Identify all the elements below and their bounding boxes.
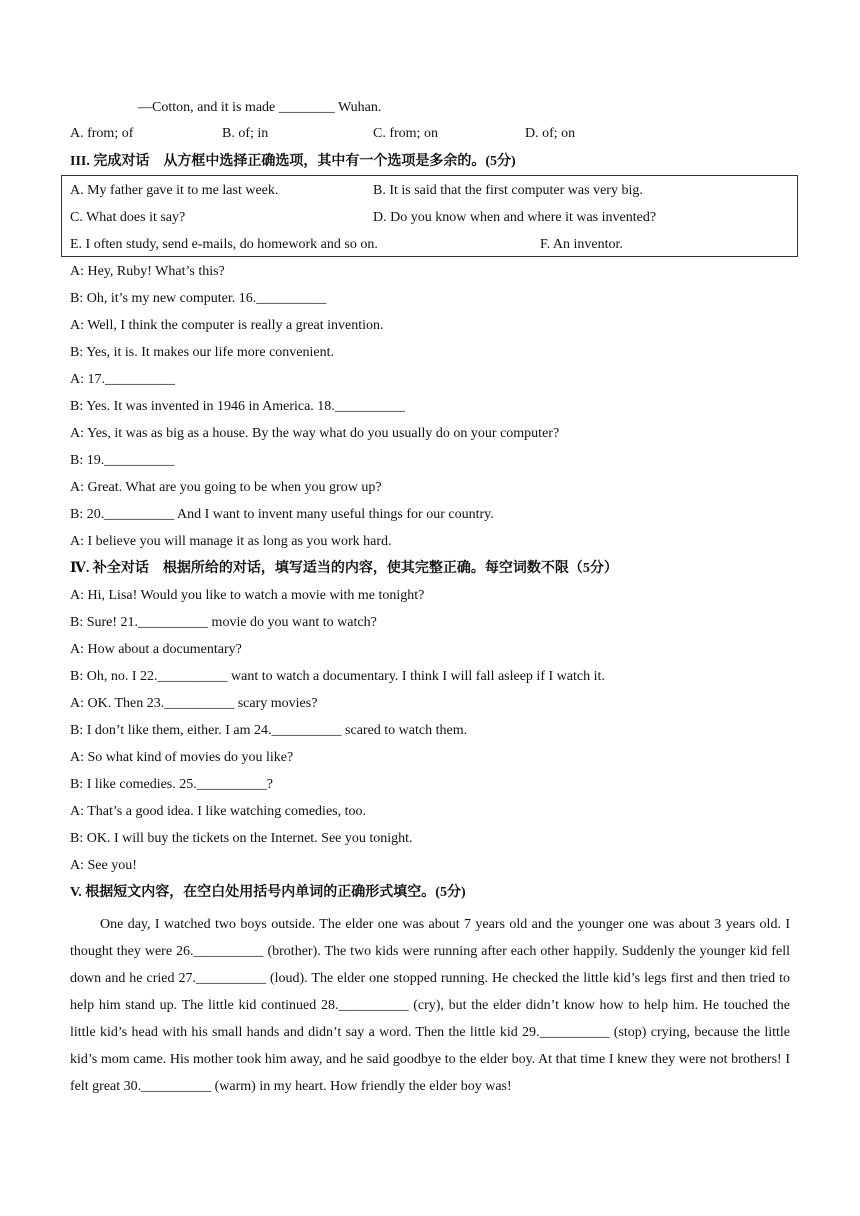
s4-dialogue-line: B: I don’t like them, either. I am 24.__________ scared to watch them. xyxy=(70,723,468,738)
s3-dialogue-line: A: Yes, it was as big as a house. By the way what do you usually do on your computer? xyxy=(70,426,560,441)
s4-dialogue-line: B: OK. I will buy the tickets on the Internet. See you tonight. xyxy=(70,831,413,846)
s3-dialogue-line: A: I believe you will manage it as long as you work hard. xyxy=(70,534,392,549)
box-option-f: F. An inventor. xyxy=(540,237,623,252)
s4-dialogue-line: B: Sure! 21.__________ movie do you want to watch? xyxy=(70,615,377,630)
q15-option-c[interactable]: C. from; on xyxy=(373,126,438,141)
s3-dialogue-line: A: Well, I think the computer is really a great invention. xyxy=(70,318,384,333)
s3-dialogue-line: B: Yes, it is. It makes our life more convenient. xyxy=(70,345,335,360)
section3-heading: III. 完成对话 从方框中选择正确选项，其中有一个选项是多余的。(5分) xyxy=(70,154,516,169)
s4-dialogue-line: A: Hi, Lisa! Would you like to watch a movie with me tonight? xyxy=(70,588,425,603)
q15-option-b[interactable]: B. of; in xyxy=(222,126,269,141)
s3-dialogue-line: B: 19.__________ xyxy=(70,453,175,468)
s4-dialogue-line: A: So what kind of movies do you like? xyxy=(70,750,294,765)
section5-passage xyxy=(70,911,790,1100)
s4-dialogue-line: A: How about a documentary? xyxy=(70,642,242,657)
box-option-d: D. Do you know when and where it was invented? xyxy=(373,210,657,225)
s3-dialogue-line: B: 20.__________ And I want to invent many useful things for our country. xyxy=(70,507,494,522)
s4-dialogue-line: B: Oh, no. I 22.__________ want to watch a documentary. I think I will fall asleep if I watch it. xyxy=(70,669,605,684)
section5-passage-text: One day, I watched two boys outside. The elder one was about 7 years old and the younger one was about 3 years old. I thought they were 26.__________ (brother). The two kids were running after each other happily. Suddenly the younger kid fell down and he cried 27.__________ (loud). The elder one stopped running. He checked the little kid’s legs first and then tried to help him stand up. The little kid continued 28.__________ (cry), but the elder didn’t know how to help him. He touched the little kid’s head with his small hands and didn’t say a word. Then the little kid 29.__________ (stop) crying, because the little kid’s mom came. His mother took him away, and he said goodbye to the elder boy. At that time I knew they were not brothers! I felt great 30.__________ (warm) in my heart. How friendly the elder boy was! xyxy=(70,917,790,1094)
q15-option-d[interactable]: D. of; on xyxy=(525,126,576,141)
s4-dialogue-line: A: See you! xyxy=(70,858,137,873)
s3-dialogue-line: A: Hey, Ruby! What’s this? xyxy=(70,264,225,279)
q15-answer-line: —Cotton, and it is made ________ Wuhan. xyxy=(138,100,382,115)
s4-dialogue-line: A: OK. Then 23.__________ scary movies? xyxy=(70,696,318,711)
s3-dialogue-line: B: Yes. It was invented in 1946 in America. 18.__________ xyxy=(70,399,405,414)
s4-dialogue-line: B: I like comedies. 25.__________? xyxy=(70,777,273,792)
box-option-e: E. I often study, send e-mails, do homework and so on. xyxy=(70,237,378,252)
q15-options xyxy=(70,126,790,144)
box-option-c: C. What does it say? xyxy=(70,210,186,225)
section5-heading: V. 根据短文内容，在空白处用括号内单词的正确形式填空。(5分) xyxy=(70,885,466,900)
s4-dialogue-line: A: That’s a good idea. I like watching comedies, too. xyxy=(70,804,367,819)
box-option-b: B. It is said that the first computer was very big. xyxy=(373,183,643,198)
s3-dialogue-line: A: 17.__________ xyxy=(70,372,175,387)
section3-options-box xyxy=(61,175,798,257)
s3-dialogue-line: A: Great. What are you going to be when you grow up? xyxy=(70,480,382,495)
section4-heading: Ⅳ. 补全对话 根据所给的对话，填写适当的内容，使其完整正确。每空词数不限（5分） xyxy=(70,561,618,576)
box-option-a: A. My father gave it to me last week. xyxy=(70,183,279,198)
s3-dialogue-line: B: Oh, it’s my new computer. 16.__________ xyxy=(70,291,327,306)
q15-option-a[interactable]: A. from; of xyxy=(70,126,134,141)
